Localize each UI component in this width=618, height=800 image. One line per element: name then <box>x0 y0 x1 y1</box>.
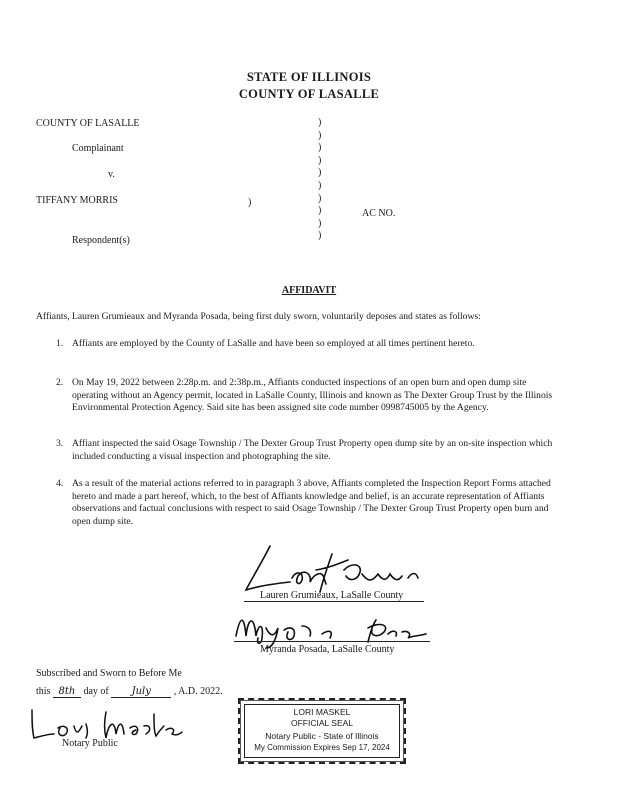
respondent-name: TIFFANY MORRIS <box>36 195 118 206</box>
jurat-month: July <box>111 686 171 698</box>
signer1-name: Lauren Grumieaux, LaSalle County <box>260 590 404 601</box>
item-text: Affiant inspected the said Osage Township / The Dexter Group Trust Property open dump site by an on-site inspection which included conducting a visual inspection and photographing the site. <box>72 438 553 462</box>
item-text: Affiants are employed by the County of LaSalle and have been so employed at all times pertinent hereto. <box>72 338 475 349</box>
seal-border <box>244 704 400 758</box>
state-heading: STATE OF ILLINOIS <box>246 70 372 84</box>
seal-commission: My Commission Expires Sep 17, 2024 <box>254 743 390 752</box>
item-number: 2. <box>56 377 64 388</box>
item-number: 1. <box>56 338 64 349</box>
item-number: 3. <box>56 438 64 449</box>
list-item <box>56 338 564 364</box>
item-text: As a result of the material actions referred to in paragraph 3 above, Affiants completed the Inspection Report Forms attached hereto and made a part hereof, which, to the best of Affiants knowledge and belief, is an accurate representation of Affiants observations and factual conclusions with respect to said Osage Township / The Dexter Group Trust Property open burn and open dump site. <box>72 478 551 527</box>
list-item <box>56 478 564 530</box>
list-item <box>56 377 564 429</box>
signature-line-1 <box>244 601 424 602</box>
jurat-year: , A.D. 2022. <box>173 686 223 697</box>
jurat-day-of: day of <box>83 686 109 697</box>
complainant-role: Complainant <box>72 143 124 154</box>
respondent-paren: ) <box>248 197 252 208</box>
affidavit-title: AFFIDAVIT <box>281 285 337 296</box>
jurat-day: 8th <box>53 686 81 698</box>
notary-public-label: Notary Public <box>62 738 118 749</box>
jurat-line: Subscribed and Sworn to Before Me <box>36 668 182 679</box>
respondent-role: Respondent(s) <box>72 235 130 246</box>
caption-parens: ) ) ) ) ) ) ) ) ) ) <box>318 117 322 242</box>
signature-line-2 <box>234 641 430 642</box>
list-item <box>56 438 564 464</box>
seal-title: OFFICIAL SEAL <box>290 718 354 728</box>
case-number-label: AC NO. <box>362 208 396 219</box>
seal-name: LORI MASKEL <box>293 707 351 717</box>
county-heading: COUNTY OF LASALLE <box>238 87 380 101</box>
jurat-this: this <box>36 686 51 697</box>
notary-seal <box>238 698 406 764</box>
signer2-name: Myranda Posada, LaSalle County <box>260 644 395 655</box>
seal-state: Notary Public - State of Illinois <box>265 731 379 741</box>
item-number: 4. <box>56 478 64 489</box>
versus-label: v. <box>108 169 115 180</box>
complainant-name: COUNTY OF LASALLE <box>36 118 140 129</box>
affidavit-intro: Affiants, Lauren Grumieaux and Myranda Posada, being first duly sworn, voluntarily deposes and states as follows: <box>36 311 481 322</box>
item-text: On May 19, 2022 between 2:28p.m. and 2:38p.m., Affiants conducted inspections of an open burn and open dump site operating without an Agency permit, located in LaSalle County, Illinois and known as The Dexter Group Trust by the Illinois Environmental Protection Agency. Said site has been assigned site code number 0998745005 by the Agency. <box>72 377 553 414</box>
